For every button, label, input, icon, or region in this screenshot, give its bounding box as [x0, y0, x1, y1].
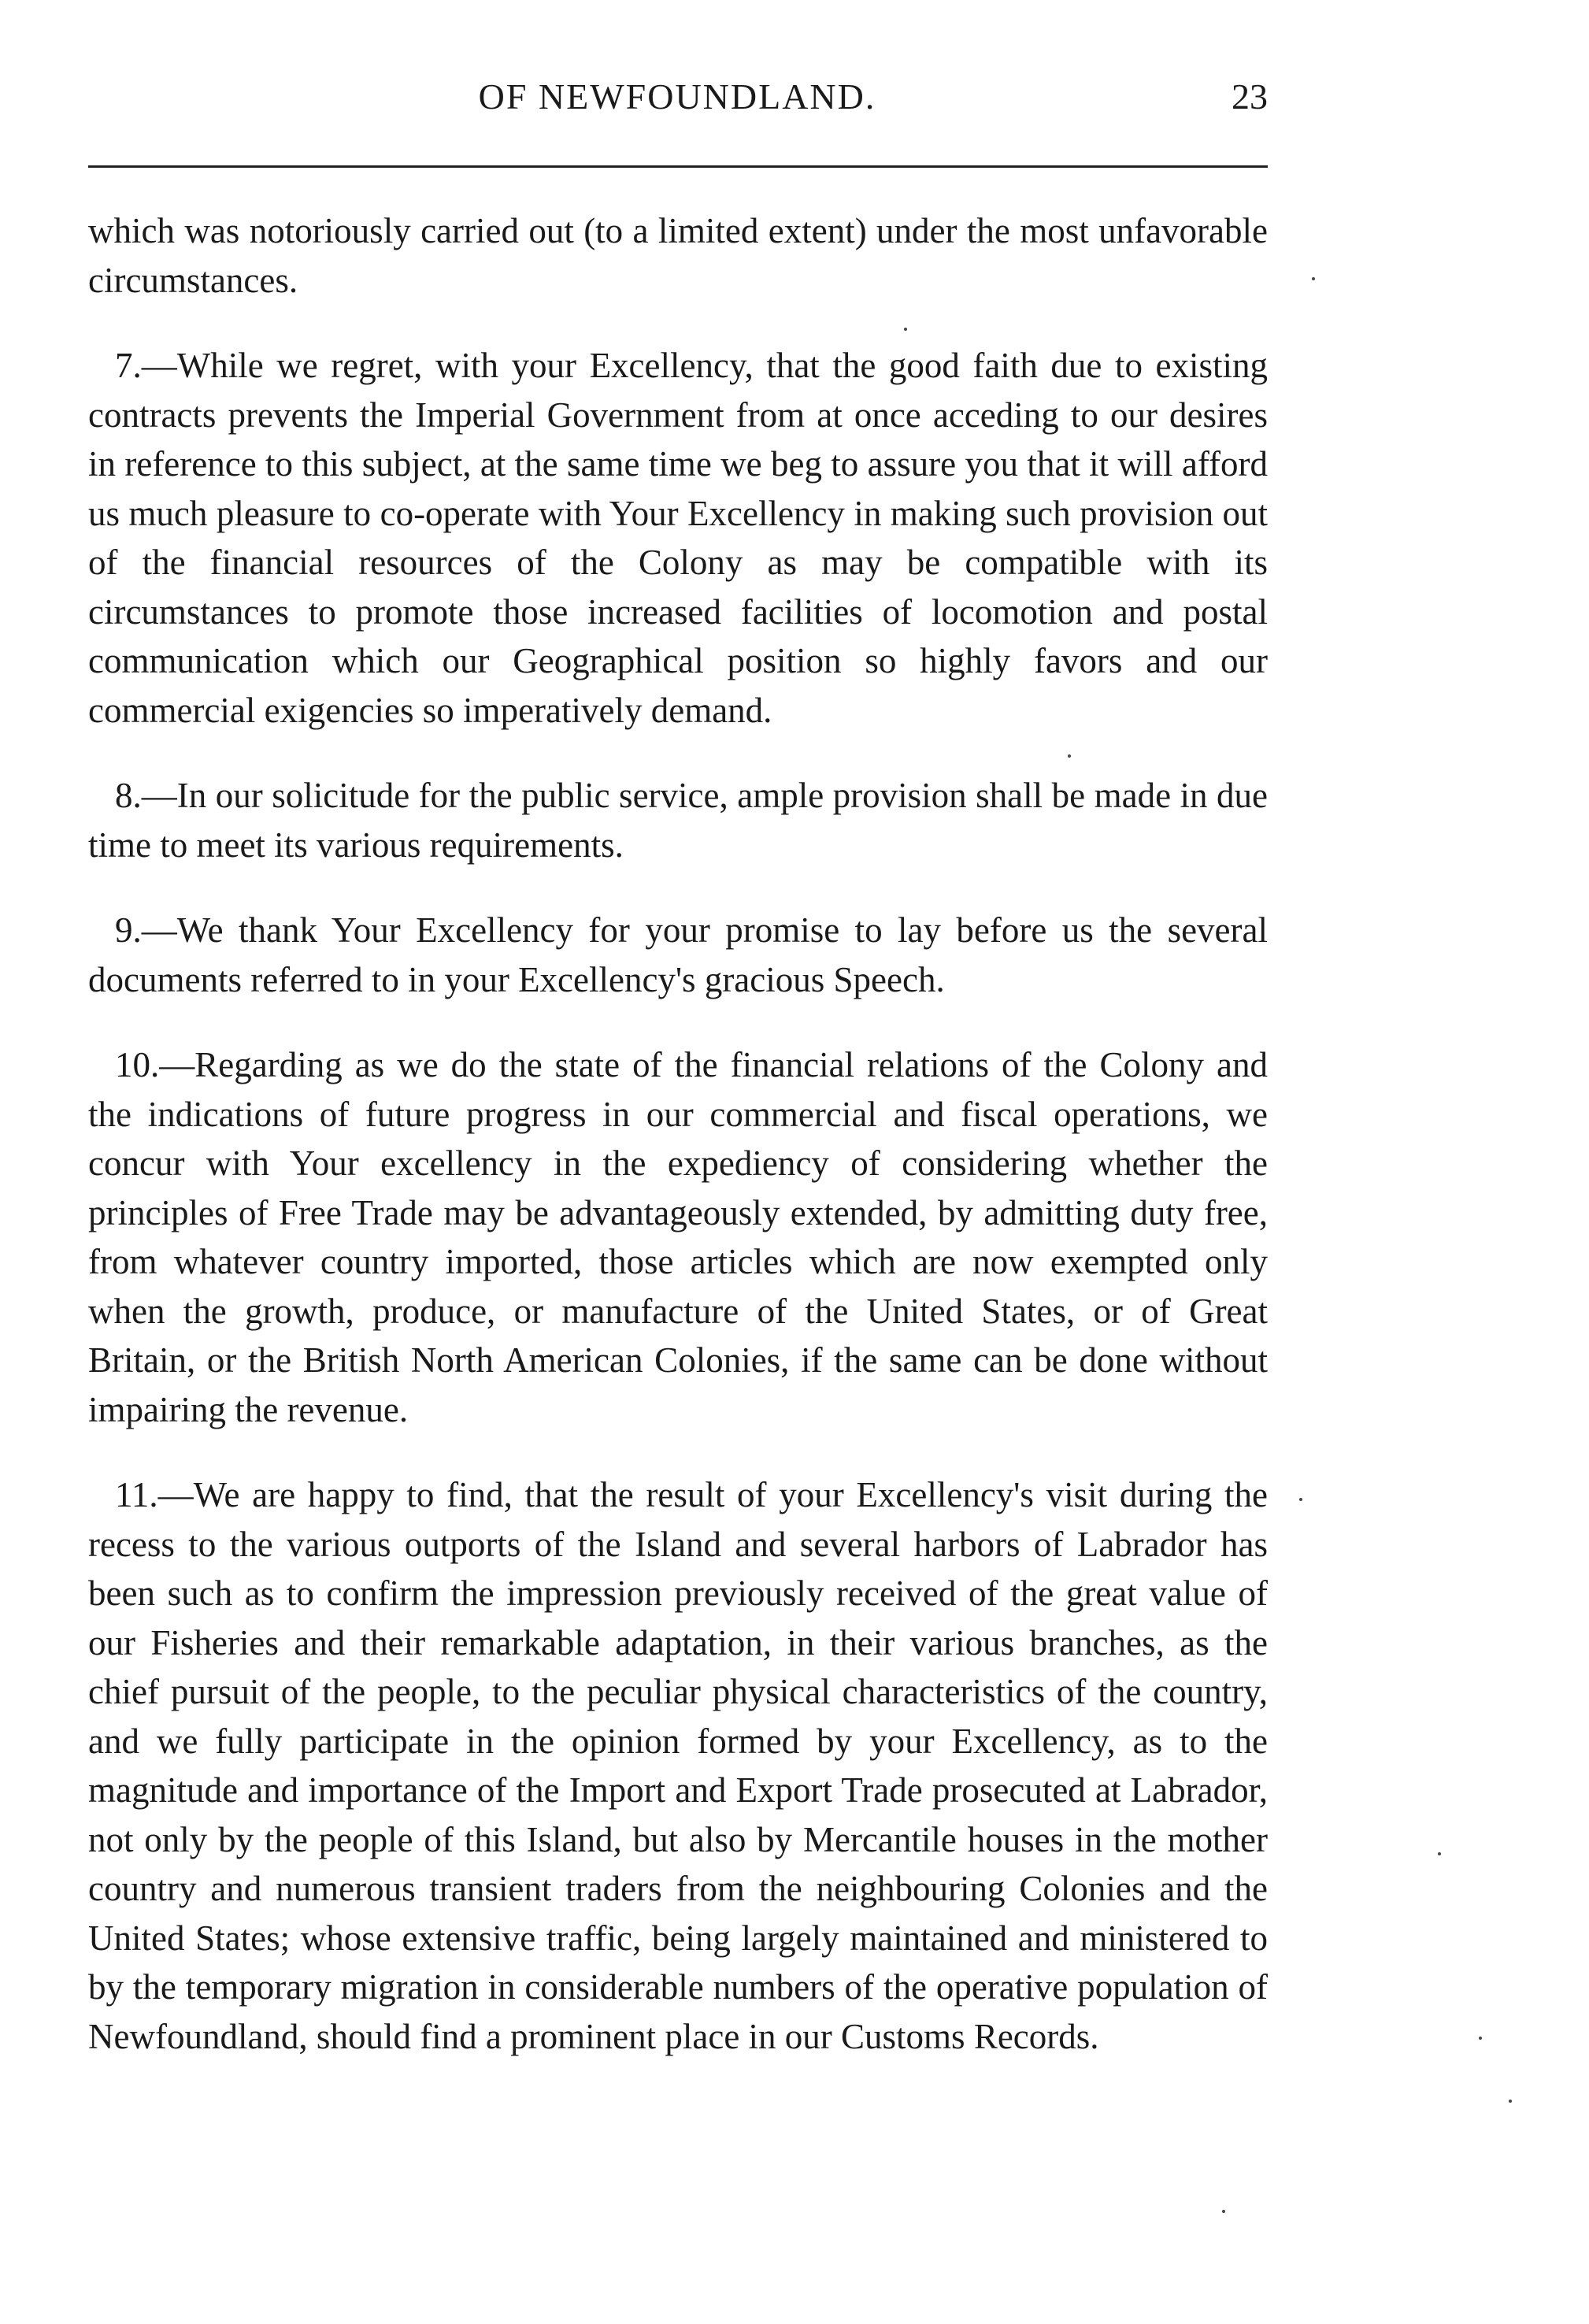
header-rule [88, 165, 1268, 168]
running-head [87, 76, 1268, 123]
page-number: 23 [1232, 76, 1268, 117]
scan-speck [1312, 277, 1315, 280]
scan-speck [1438, 1852, 1441, 1855]
body-text [88, 206, 1268, 2061]
paragraph-9: 9.—We thank Your Excellency for your promise to lay before us the several documents referred to in your Excellency's gracious Speech. [88, 910, 1268, 999]
scan-speck [1222, 2210, 1225, 2213]
paragraph-10: 10.—Regarding as we do the state of the financial relations of the Colony and the indications of future progress in our commercial and fiscal operations, we concur with Your excellency in the expediency of considering whether the principles of Free Trade may be advantageously extended, by admitting duty free, from whatever country imported, those articles which are now exempted only when the growth, produce, or manufacture of the United States, or of Great Britain, or the British North American Colonies, if the same can be done without impairing the revenue. [88, 1045, 1268, 1429]
scan-speck [1509, 2100, 1512, 2103]
paragraph-11: 11.—We are happy to find, that the result of your Excellency's visit during the recess to the various outports of the Island and several harbors of Labrador has been such as to confirm the impression previously received of the great value of our Fisheries and their remarkable adaptation, in their various branches, as the chief pursuit of the people, to the peculiar physical characteristics of the country, and we fully participate in the opinion formed by your Excellency, as to the magnitude and importance of the Import and Export Trade prosecuted at Labrador, not only by the people of this Island, but also by Mercantile houses in the mother country and numerous transient traders from the neighbouring Colonies and the United States; whose extensive traffic, being largely maintained and ministered to by the temporary migration in considerable numbers of the operative population of Newfoundland, should find a prominent place in our Customs Records. [88, 1475, 1268, 2056]
paragraph-8: 8.—In our solicitude for the public service, ample provision shall be made in due time to meet its various requirements. [88, 776, 1268, 865]
paragraph-7: 7.—While we regret, with your Excellency, that the good faith due to existing contracts prevents the Imperial Government from at once acceding to our desires in reference to this subject, at the same time we beg to assure you that it will afford us much pleasure to co-operate with Your Excellency in making such provision out of the financial resources of the Colony as may be compatible with its circumstances to promote those increased facilities of locomotion and postal communication which our Geographical position so highly favors and our commercial exigencies so imperatively demand. [88, 346, 1268, 730]
scan-speck [1479, 2037, 1482, 2040]
scan-speck [1068, 754, 1071, 758]
scan-speck [1299, 1498, 1302, 1501]
scan-speck [904, 328, 907, 331]
paragraph-continuation: which was notoriously carried out (to a limited extent) under the most unfavorable circumstances. [88, 211, 1268, 300]
running-title: OF NEWFOUNDLAND. [478, 76, 876, 117]
